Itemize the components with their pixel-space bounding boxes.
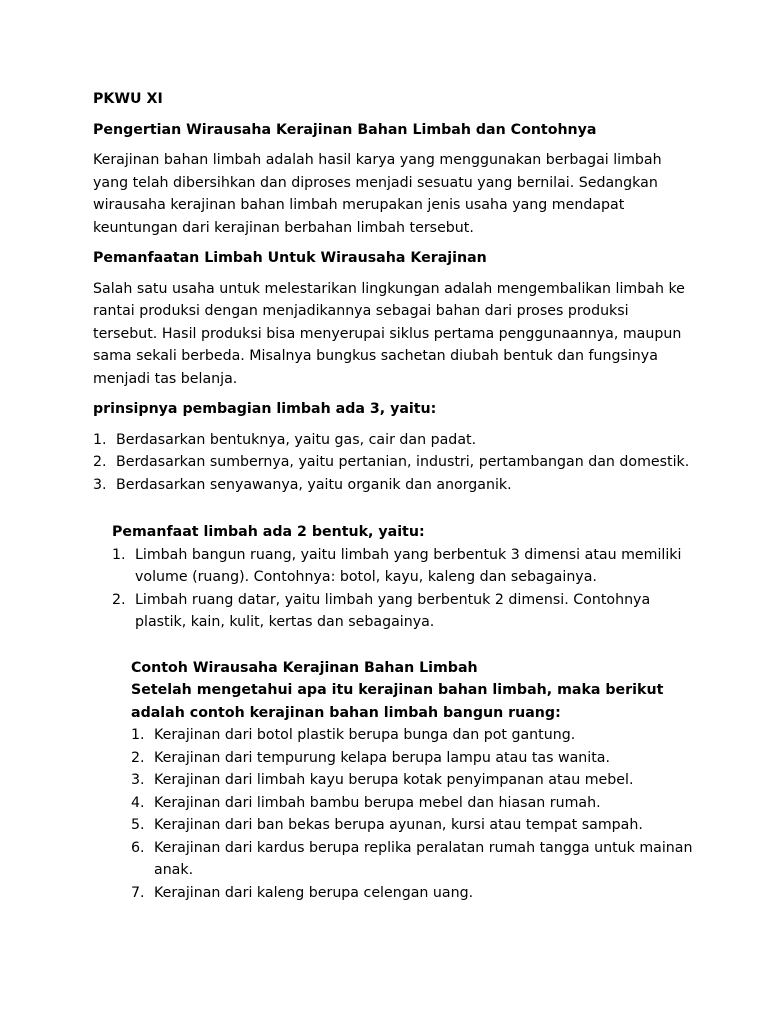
list-item-text: Limbah ruang datar, yaitu limbah yang berbentuk 2 dimensi. Contohnya plastik, kain, kulit, kertas dan sebagainya. xyxy=(135,591,651,630)
list-item-number: 2. xyxy=(112,591,126,608)
list-item-text: Berdasarkan sumbernya, yaitu pertanian, industri, pertambangan dan domestik. xyxy=(116,454,690,470)
list-item xyxy=(131,837,693,882)
list-item-number: 4. xyxy=(131,794,145,811)
list-item-text: Kerajinan dari limbah bambu berupa mebel dan hiasan rumah. xyxy=(154,794,601,811)
list-item-text: Limbah bangun ruang, yaitu limbah yang berbentuk 3 dimensi atau memiliki volume (ruang). Contohnya: botol, kayu, kaleng dan sebagainya. xyxy=(135,546,682,585)
list-item-number: 6. xyxy=(131,839,145,856)
section-heading-pemanfaat: Pemanfaat limbah ada 2 bentuk, yaitu: xyxy=(112,524,425,540)
paragraph-pengertian: Kerajinan bahan limbah adalah hasil karya yang menggunakan berbagai limbah yang telah dibersihkan dan diproses menjadi sesuatu yang bernilai. Sedangkan wirausaha kerajinan bahan limbah merupakan jenis usaha yang mendapat keuntungan dari kerajinan berbahan limbah tersebut. xyxy=(93,152,662,236)
section-pemanfaat xyxy=(93,521,693,634)
section-contoh xyxy=(93,657,693,905)
list-item-text: Berdasarkan senyawanya, yaitu organik dan anorganik. xyxy=(116,476,512,493)
list-item-number: 5. xyxy=(131,817,145,833)
list-bentuk-limbah xyxy=(112,544,693,634)
list-item-number: 1. xyxy=(93,431,107,448)
list-item-number: 1. xyxy=(131,727,145,743)
list-item xyxy=(131,724,693,747)
list-item xyxy=(112,589,693,634)
list-item xyxy=(112,544,693,589)
list-item-number: 2. xyxy=(131,749,145,766)
list-item-text: Kerajinan dari limbah kayu berupa kotak penyimpanan atau mebel. xyxy=(154,772,634,788)
list-item xyxy=(93,429,693,452)
list-item-text: Kerajinan dari ban bekas berupa ayunan, kursi atau tempat sampah. xyxy=(154,817,643,833)
list-item xyxy=(93,474,693,497)
list-item-text: Berdasarkan bentuknya, yaitu gas, cair dan padat. xyxy=(116,431,477,448)
list-item-text: Kerajinan dari kardus berupa replika peralatan rumah tangga untuk mainan anak. xyxy=(154,839,693,878)
section-heading-contoh: Contoh Wirausaha Kerajinan Bahan Limbah xyxy=(131,659,478,676)
list-pembagian-limbah xyxy=(93,429,693,497)
document-title: PKWU XI xyxy=(93,91,163,107)
section-intro-contoh: Setelah mengetahui apa itu kerajinan bahan limbah, maka berikut adalah contoh kerajinan bahan limbah bangun ruang: xyxy=(131,682,664,721)
list-item-number: 2. xyxy=(93,454,107,470)
section-heading-pengertian: Pengertian Wirausaha Kerajinan Bahan Limbah dan Contohnya xyxy=(93,121,597,138)
list-item xyxy=(131,792,693,815)
paragraph-pemanfaatan: Salah satu usaha untuk melestarikan lingkungan adalah mengembalikan limbah ke rantai produksi dengan menjadikannya sebagai bahan dari proses produksi tersebut. Hasil produksi bisa menyerupai siklus pertama penggunaannya, maupun sama sekali berbeda. Misalnya bungkus sachetan diubah bentuk dan fungsinya menjadi tas belanja. xyxy=(93,280,685,387)
list-item-text: Kerajinan dari kaleng berupa celengan uang. xyxy=(154,884,474,901)
list-item-text: Kerajinan dari botol plastik berupa bunga dan pot gantung. xyxy=(154,727,576,743)
list-item xyxy=(131,814,693,837)
list-item-number: 7. xyxy=(131,884,145,901)
list-item-number: 3. xyxy=(93,476,107,493)
list-item xyxy=(131,747,693,770)
list-item xyxy=(131,882,693,905)
document-body xyxy=(93,88,693,904)
list-contoh-kerajinan xyxy=(131,724,693,904)
section-heading-pemanfaatan: Pemanfaatan Limbah Untuk Wirausaha Kerajinan xyxy=(93,250,487,266)
list-item-number: 3. xyxy=(131,772,145,788)
list-item-number: 1. xyxy=(112,546,126,563)
list-item-text: Kerajinan dari tempurung kelapa berupa lampu atau tas wanita. xyxy=(154,749,610,766)
section-heading-prinsip: prinsipnya pembagian limbah ada 3, yaitu: xyxy=(93,401,437,417)
list-item xyxy=(131,769,693,792)
list-item xyxy=(93,451,693,474)
